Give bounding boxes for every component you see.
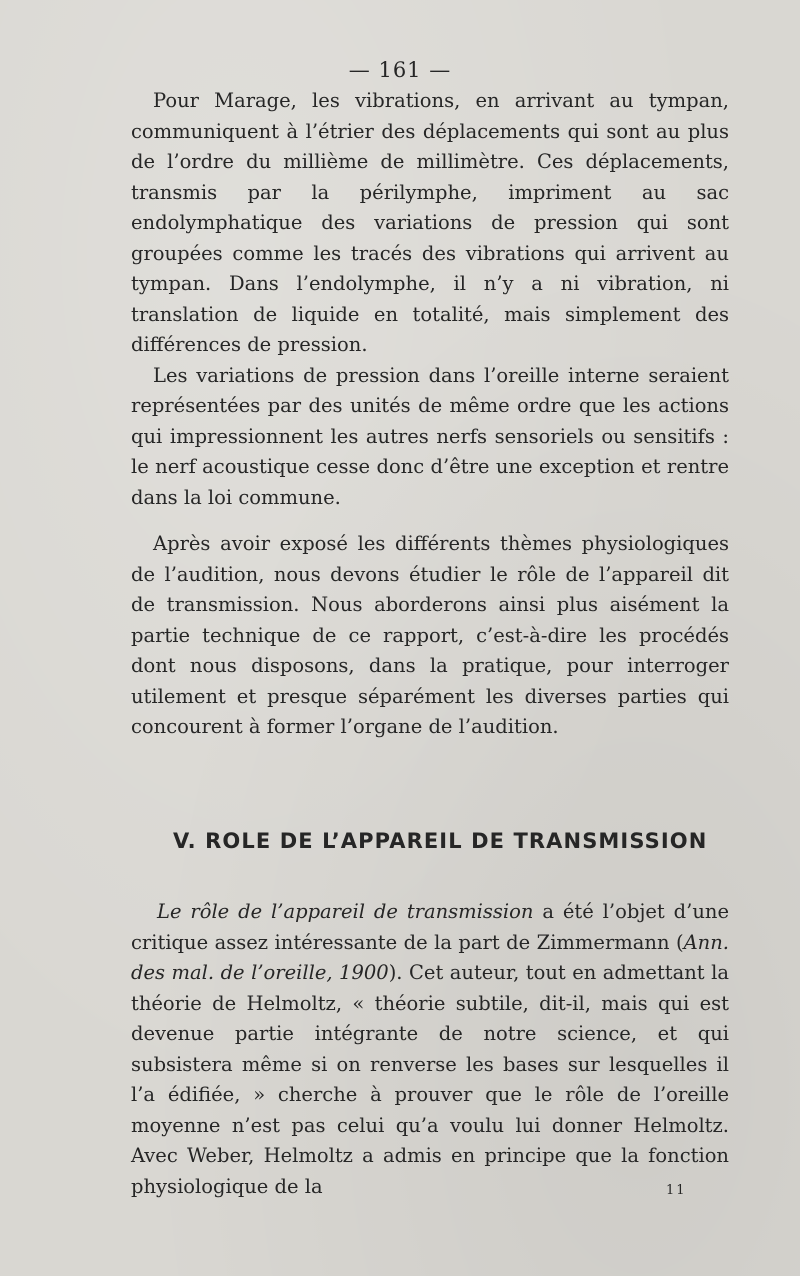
paragraph-transmission-intro: Après avoir exposé les différents thèmes physiologiques de l’audition, nous devons étudier le rôle de l’appareil dit de transmission. Nous aborderons ainsi plus aisément la partie technique de ce rapport, c’est-à-dire les procédés dont nous disposons, dans la pratique, pour interroger utilement et presque séparément les diverses parties qui concourent à former l’organe de l’audition. (131, 532, 729, 738)
page-number: — 161 — (348, 58, 452, 82)
paragraph-text-part-1: a été l’objet d’une critique assez intéressante de la part de Zimmermann ( (131, 900, 729, 954)
text-block-middle (131, 529, 729, 743)
italic-reference: Ann. des mal. de l’oreille, 1900 (131, 930, 729, 984)
text-block-bottom (131, 897, 729, 1202)
paragraph-zimmermann (131, 897, 729, 1202)
paragraph-marage: Pour Marage, les vibrations, en arrivant au tympan, communiquent à l’étrier des déplacements qui sont au plus de l’ordre du millième de millimètre. Ces déplacements, transmis par la périlymphe, impriment au sac endolymphatique des variations de pression qui sont groupées comme les tracés des vibrations qui arrivent au tympan. Dans l’endolymphe, il n’y a ni vibration, ni translation de liquide en totalité, mais simplement des différences de pression. (131, 89, 729, 356)
paragraph-pressure-variations: Les variations de pression dans l’oreille interne seraient représentées par des unités de même ordre que les actions qui impressionnent les autres nerfs sensoriels ou sensitifs : le nerf acoustique cesse donc d’être une exception et rentre dans la loi commune. (131, 363, 729, 509)
section-heading: V. ROLE DE L’APPAREIL DE TRANSMISSION (173, 829, 708, 853)
text-block-top (131, 86, 729, 513)
italic-title-phrase: Le rôle de l’appareil de transmission (157, 900, 534, 923)
paragraph-text-part-2: ). Cet auteur, tout en admettant la théorie de Helmoltz, « théorie subtile, dit-il, mais qui est devenue partie intégrante de notre science, et qui subsistera même si on renverse les bases sur lesquelles il l’a édifiée, » cherche à prouver que le rôle de l’oreille moyenne n’est pas celui qu’a voulu lui donner Helmoltz. Avec Weber, Helmoltz a admis en principe que la fonction physiologique de la (131, 961, 729, 1198)
signature-mark: 11 (666, 1183, 687, 1198)
